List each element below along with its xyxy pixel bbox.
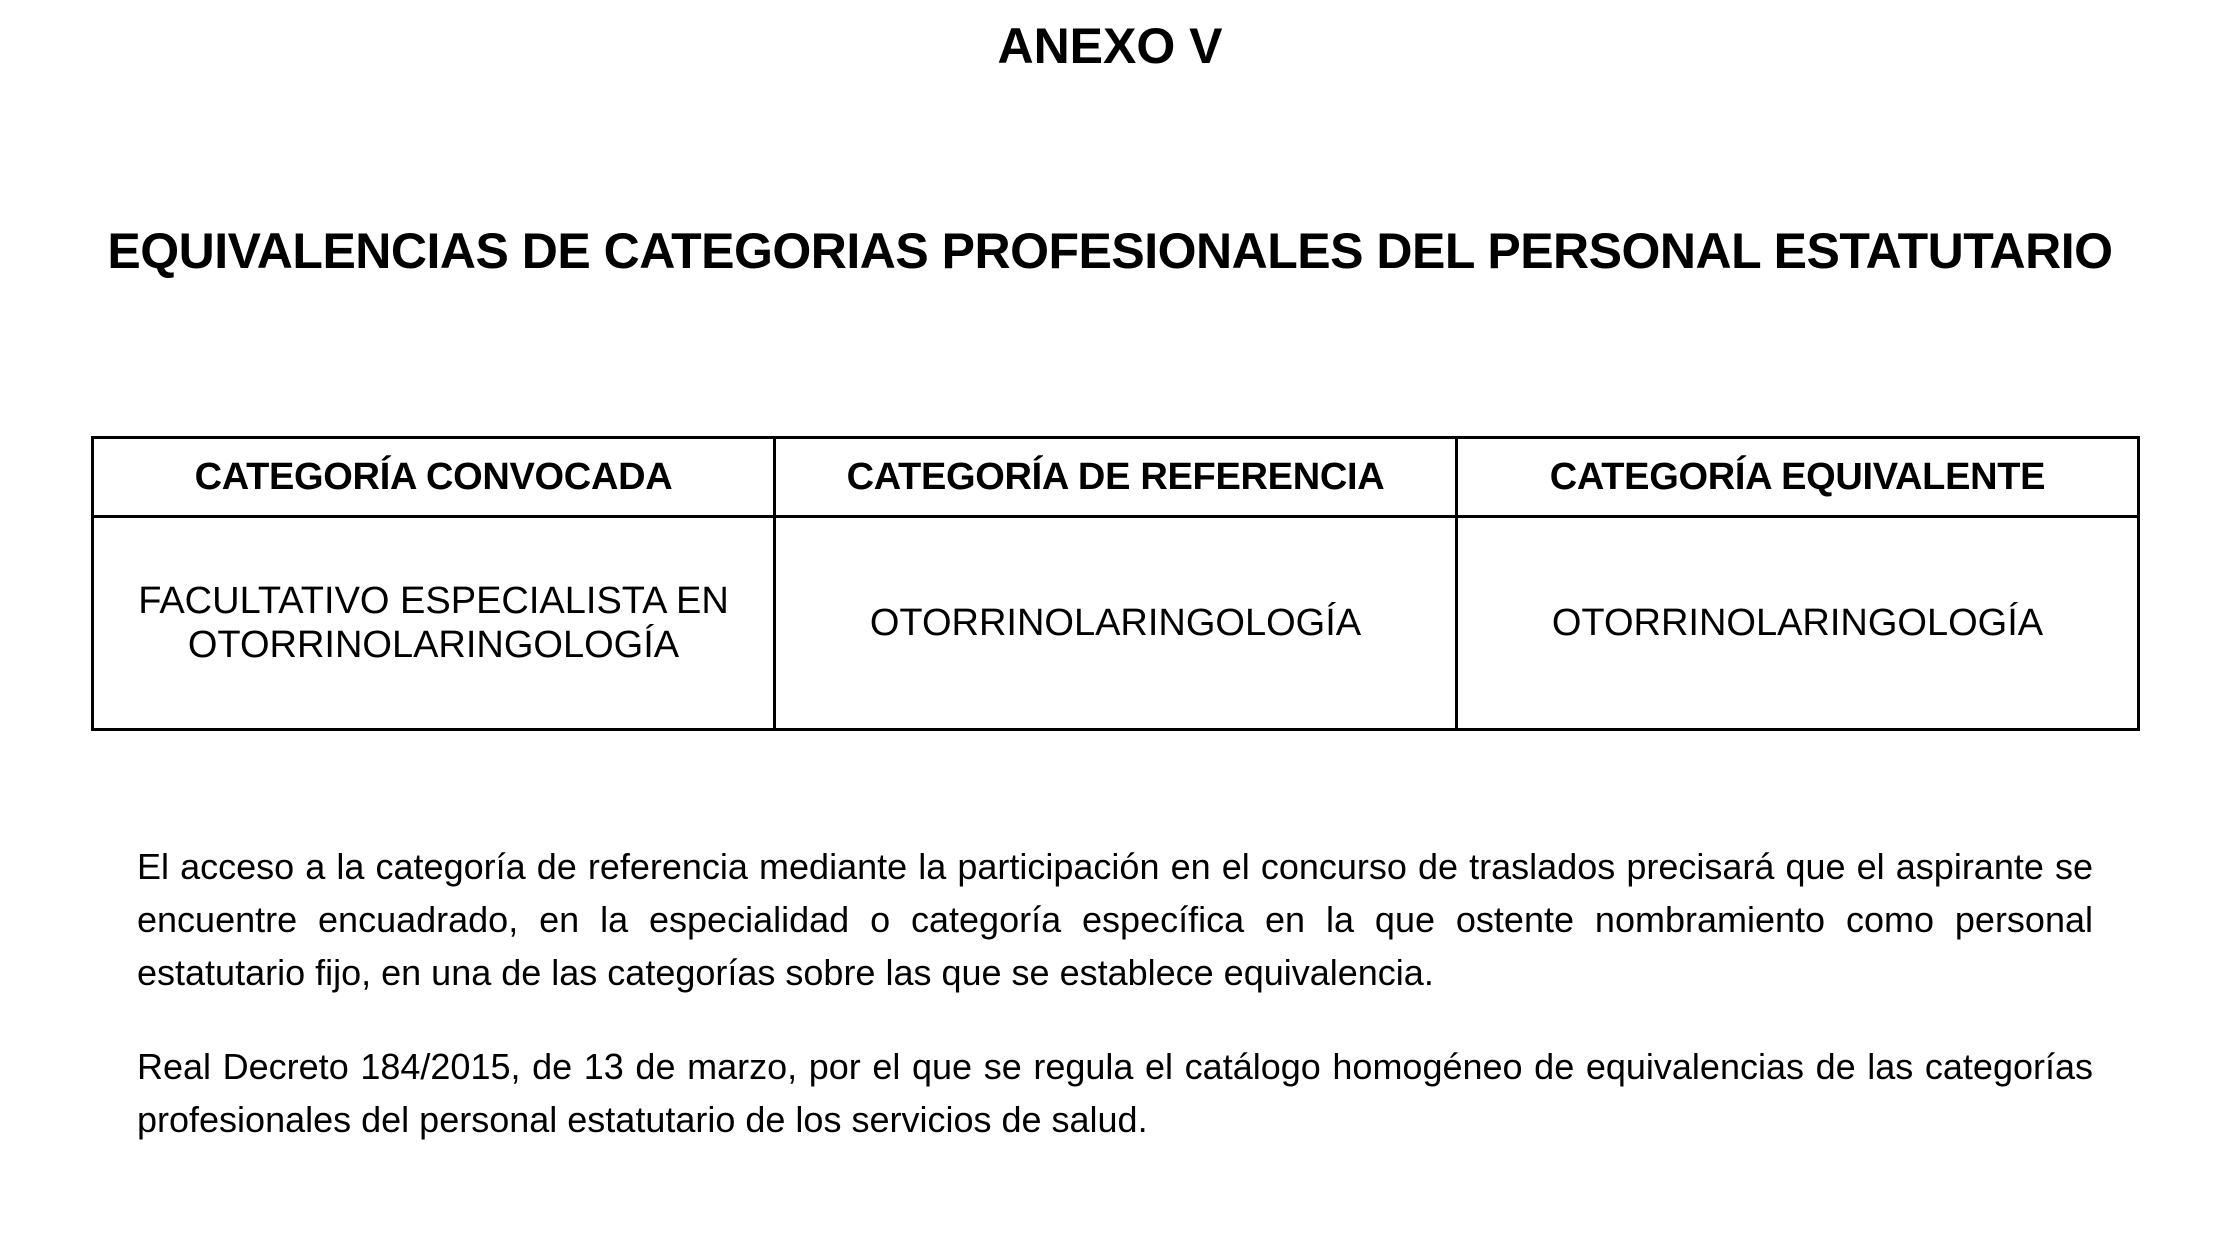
decree-reference-paragraph: Real Decreto 184/2015, de 13 de marzo, por el que se regula el catálogo homogéneo de equivalencias de las categorías profesionales del personal estatutario de los servicios de salud. [137,1046,2093,1140]
equivalences-table [91,436,2140,731]
annex-title: ANEXO V [997,18,1223,74]
cell-categoria-equivalente: OTORRINOLARINGOLOGÍA [1457,517,2139,730]
table-header-row [93,438,2139,517]
cell-categoria-referencia: OTORRINOLARINGOLOGÍA [775,517,1457,730]
header-categoria-equivalente: CATEGORÍA EQUIVALENTE [1457,438,2139,517]
table-header [93,438,2139,517]
table-body [93,517,2139,730]
table-row [93,517,2139,730]
header-categoria-convocada: CATEGORÍA CONVOCADA [93,438,775,517]
document-title: EQUIVALENCIAS DE CATEGORIAS PROFESIONALES DEL PERSONAL ESTATUTARIO [107,223,2113,279]
access-paragraph: El acceso a la categoría de referencia mediante la participación en el concurso de traslados precisará que el aspirante se encuentre encuadrado, en la especialidad o categoría específica en la que ostente nombramiento como personal estatutario fijo, en una de las categorías sobre las que se establece equivalencia. [137,846,2093,993]
cell-categoria-convocada: FACULTATIVO ESPECIALISTA EN OTORRINOLARINGOLOGÍA [93,517,775,730]
header-categoria-referencia: CATEGORÍA DE REFERENCIA [775,438,1457,517]
